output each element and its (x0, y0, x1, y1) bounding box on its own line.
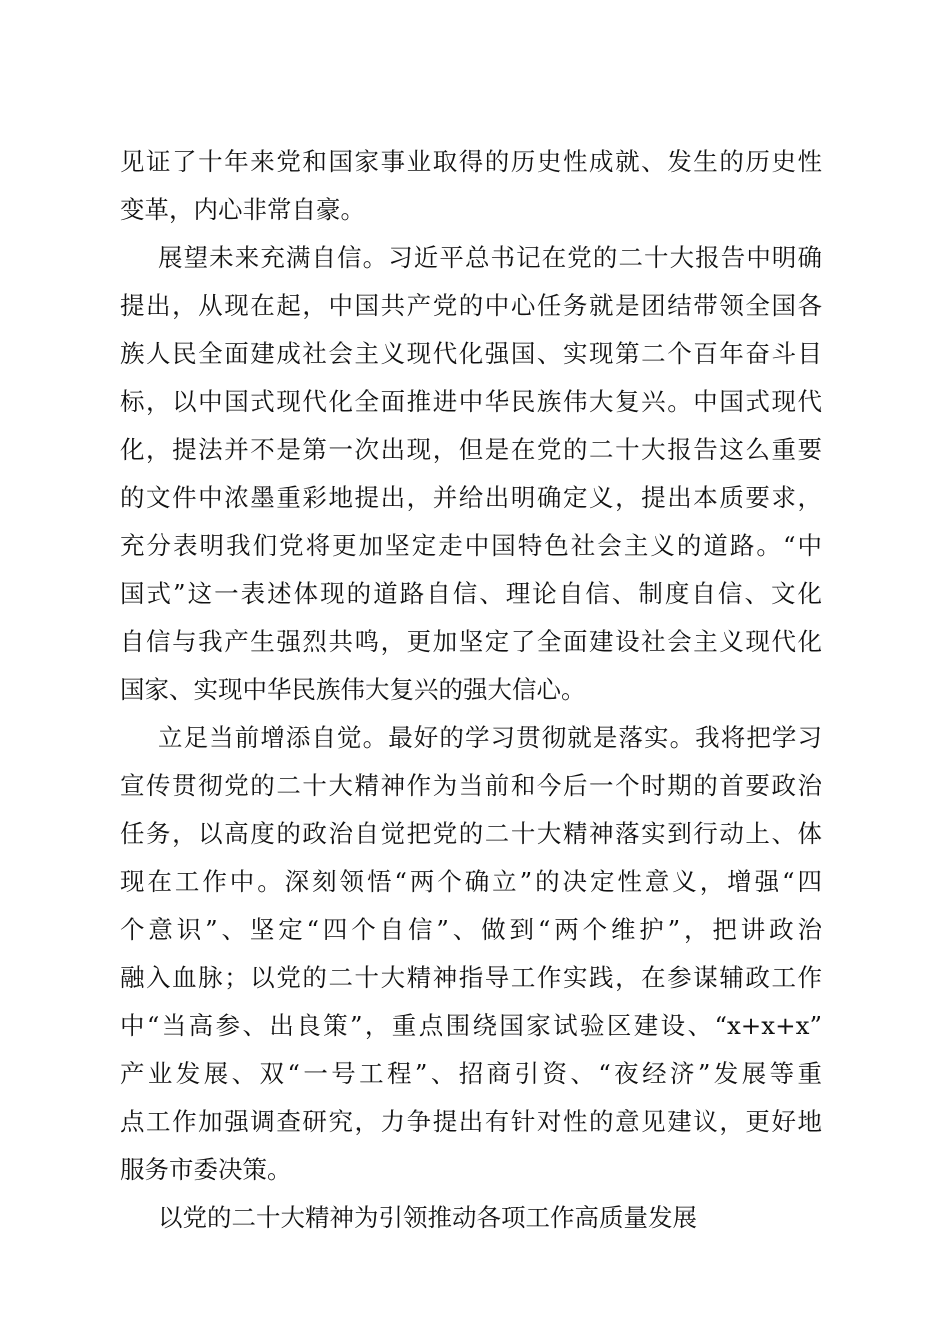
text-line: 现在工作中。深刻领悟“两个确立”的决定性意义，增强“四 (120, 867, 822, 896)
text-line: 族人民全面建成社会主义现代化强国、实现第二个百年奋斗目 (120, 339, 822, 368)
text-line: 点工作加强调查研究，力争提出有针对性的意见建议，更好地 (120, 1107, 822, 1136)
text-line: 国式”这一表述体现的道路自信、理论自信、制度自信、文化 (120, 579, 822, 608)
paragraph-start-line: 立足当前增添自觉。最好的学习贯彻就是落实。我将把学习 (158, 723, 822, 752)
text-line: 个意识”、坚定“四个自信”、做到“两个维护”，把讲政治 (120, 915, 822, 944)
text-line: 国家、实现中华民族伟大复兴的强大信心。 (120, 675, 586, 704)
text-line: 化，提法并不是第一次出现，但是在党的二十大报告这么重要 (120, 435, 822, 464)
paragraph-start-line: 展望未来充满自信。习近平总书记在党的二十大报告中明确 (158, 243, 822, 272)
text-line: 标，以中国式现代化全面推进中华民族伟大复兴。中国式现代 (120, 387, 822, 416)
text-line: 自信与我产生强烈共鸣，更加坚定了全面建设社会主义现代化 (120, 627, 822, 656)
text-line: 变革，内心非常自豪。 (120, 195, 365, 224)
text-line: 融入血脉；以党的二十大精神指导工作实践，在参谋辅政工作 (120, 963, 822, 992)
text-line: 中“当高参、出良策”，重点围绕国家试验区建设、“x+x+x” (120, 1011, 822, 1040)
text-line: 任务，以高度的政治自觉把党的二十大精神落实到行动上、体 (120, 819, 822, 848)
section-heading: 以党的二十大精神为引领推动各项工作高质量发展 (158, 1203, 697, 1232)
text-line: 见证了十年来党和国家事业取得的历史性成就、发生的历史性 (120, 147, 822, 176)
text-line: 的文件中浓墨重彩地提出，并给出明确定义，提出本质要求， (120, 483, 822, 512)
text-line: 充分表明我们党将更加坚定走中国特色社会主义的道路。“中 (120, 531, 822, 560)
text-line: 服务市委决策。 (120, 1155, 292, 1184)
text-line: 产业发展、双“一号工程”、招商引资、“夜经济”发展等重 (120, 1059, 822, 1088)
text-line: 宣传贯彻党的二十大精神作为当前和今后一个时期的首要政治 (120, 771, 822, 800)
text-line: 提出，从现在起，中国共产党的中心任务就是团结带领全国各 (120, 291, 822, 320)
